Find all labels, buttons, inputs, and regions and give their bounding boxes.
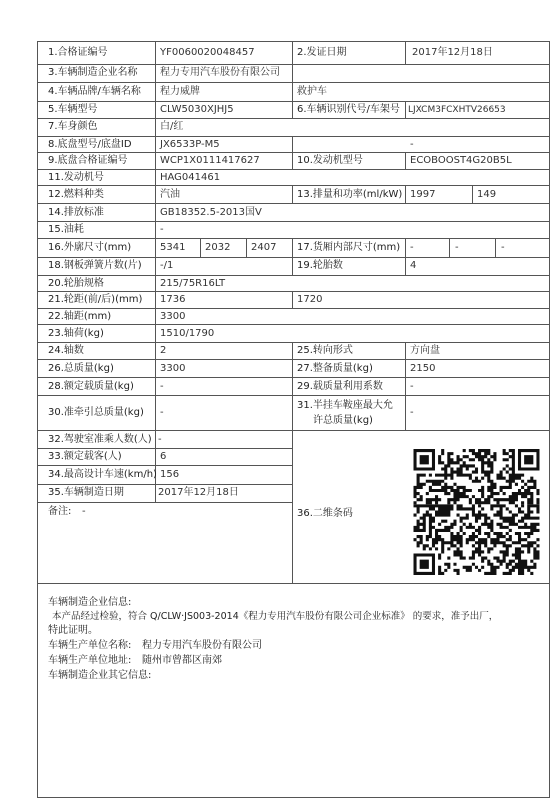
remarks-label: 备注: — [48, 506, 72, 517]
track-rear-value: 1720 — [297, 294, 323, 305]
cargo-height: - — [501, 242, 505, 253]
producer-name-label: 车辆生产单位名称: — [48, 640, 132, 651]
saddle-mass-value: - — [410, 407, 414, 418]
cargo-width: - — [455, 242, 459, 253]
axle-load-label: 23.轴荷(kg) — [48, 328, 104, 339]
rated-load-value: - — [160, 381, 164, 392]
dimension-width: 2032 — [205, 242, 231, 253]
cert-number-value: YF0060020048457 — [160, 47, 255, 58]
cert-number-label: 1.合格证编号 — [48, 47, 108, 58]
tire-spec-value: 215/75R16LT — [160, 278, 226, 289]
cargo-dimensions-label: 17.货厢内部尺寸(mm) — [297, 242, 401, 253]
load-coefficient-value: - — [410, 381, 414, 392]
conformity-statement-line1: 本产品经过检验，符合 Q/CLW·JS003-2014《程力专用汽车股份有限公司企业标准》 的要求，准予出厂， — [52, 611, 499, 622]
saddle-mass-label-line2: 许总质量(kg) — [313, 415, 373, 426]
tire-count-label: 19.轮胎数 — [297, 260, 343, 271]
power-value: 149 — [477, 189, 497, 200]
emission-value: GB18352.5-2013国Ⅴ — [160, 207, 262, 218]
chassis-model-label: 8.底盘型号/底盘ID — [48, 139, 132, 150]
dimension-height: 2407 — [251, 242, 277, 253]
cab-seats-label: 32.驾驶室准乘人数(人) — [48, 434, 152, 445]
chassis-cert-value: WCP1X0111417627 — [160, 155, 260, 166]
color-label: 7.车身颜色 — [48, 121, 98, 132]
rated-load-label: 28.额定载质量(kg) — [48, 381, 134, 392]
max-speed-value: 156 — [160, 469, 180, 480]
axle-count-label: 24.轴数 — [48, 345, 84, 356]
tire-count-value: 4 — [410, 260, 417, 271]
total-mass-label: 26.总质量(kg) — [48, 363, 114, 374]
track-front-value: 1736 — [160, 294, 186, 305]
qr-code-image — [410, 449, 543, 575]
vehicle-name-value: 救护车 — [297, 86, 327, 97]
curb-mass-label: 27.整备质量(kg) — [297, 363, 373, 374]
fuel-consumption-label: 15.油耗 — [48, 224, 84, 235]
engine-number-label: 11.发动机号 — [48, 172, 104, 183]
manufacture-date-label: 35.车辆制造日期 — [48, 487, 124, 498]
cargo-length: - — [410, 242, 414, 253]
conformity-statement-line2: 特此证明。 — [48, 625, 98, 636]
curb-mass-value: 2150 — [410, 363, 436, 374]
model-label: 5.车辆型号 — [48, 104, 98, 115]
axle-load-value: 1510/1790 — [160, 328, 215, 339]
wheelbase-value: 3300 — [160, 311, 186, 322]
towing-mass-label: 30.准牵引总质量(kg) — [48, 407, 144, 418]
fuel-type-value: 汽油 — [160, 189, 180, 200]
fuel-consumption-value: - — [160, 224, 164, 235]
springs-value: -/1 — [160, 260, 174, 271]
cab-seats-value: - — [158, 434, 162, 445]
load-coefficient-label: 29.载质量利用系数 — [297, 381, 383, 392]
qr-code-label: 36.二维条码 — [297, 508, 353, 519]
steering-value: 方向盘 — [410, 345, 440, 356]
displacement-label: 13.排量和功率(ml/kW) — [297, 189, 403, 200]
vin-label: 6.车辆识别代号/车架号 — [297, 104, 400, 115]
track-label: 21.轮距(前/后)(mm) — [48, 294, 143, 305]
tire-spec-label: 20.轮胎规格 — [48, 278, 104, 289]
saddle-mass-label-line1: 31.半挂车鞍座最大允 — [297, 400, 393, 411]
dimension-length: 5341 — [160, 242, 186, 253]
issue-date-value: 2017年12月18日 — [412, 47, 493, 58]
vin-value: LJXCM3FCXHTV26653 — [408, 105, 506, 115]
manufacturer-label: 3.车辆制造企业名称 — [48, 67, 138, 78]
wheelbase-label: 22.轴距(mm) — [48, 311, 112, 322]
producer-address-value: 随州市曾都区南郊 — [142, 655, 222, 666]
total-mass-value: 3300 — [160, 363, 186, 374]
axle-count-value: 2 — [160, 345, 167, 356]
color-value: 白/红 — [160, 121, 184, 132]
brand-value: 程力威牌 — [160, 86, 200, 97]
dimensions-label: 16.外廓尺寸(mm) — [48, 242, 132, 253]
engine-model-label: 10.发动机型号 — [297, 155, 363, 166]
qr-code-modules — [414, 449, 540, 575]
manufacturer-value: 程力专用汽车股份有限公司 — [160, 67, 280, 78]
producer-name-value: 程力专用汽车股份有限公司 — [142, 640, 262, 651]
engine-number-value: HAG041461 — [160, 172, 221, 183]
other-info-label: 车辆制造企业其它信息: — [48, 670, 152, 681]
passenger-capacity-label: 33.额定载客(人) — [48, 451, 122, 462]
producer-address-label: 车辆生产单位地址: — [48, 655, 132, 666]
model-value: CLW5030XJHJ5 — [160, 104, 234, 115]
chassis-id-value: - — [410, 139, 414, 150]
passenger-capacity-value: 6 — [160, 451, 167, 462]
springs-label: 18.钢板弹簧片数(片) — [48, 260, 142, 271]
chassis-model-value: JX6533P-M5 — [160, 139, 220, 150]
emission-label: 14.排放标准 — [48, 207, 104, 218]
remarks-value: - — [82, 506, 86, 517]
fuel-type-label: 12.燃料种类 — [48, 189, 104, 200]
issue-date-label: 2.发证日期 — [297, 47, 347, 58]
brand-label: 4.车辆品牌/车辆名称 — [48, 86, 141, 97]
manufacture-date-value: 2017年12月18日 — [158, 487, 239, 498]
manufacturer-info-title: 车辆制造企业信息: — [48, 597, 132, 608]
max-speed-label: 34.最高设计车速(km/h) — [48, 469, 157, 480]
displacement-value: 1997 — [410, 189, 436, 200]
steering-label: 25.转向形式 — [297, 345, 353, 356]
towing-mass-value: - — [160, 407, 164, 418]
chassis-cert-label: 9.底盘合格证编号 — [48, 155, 128, 166]
engine-model-value: ECOBOOST4G20B5L — [410, 155, 512, 166]
